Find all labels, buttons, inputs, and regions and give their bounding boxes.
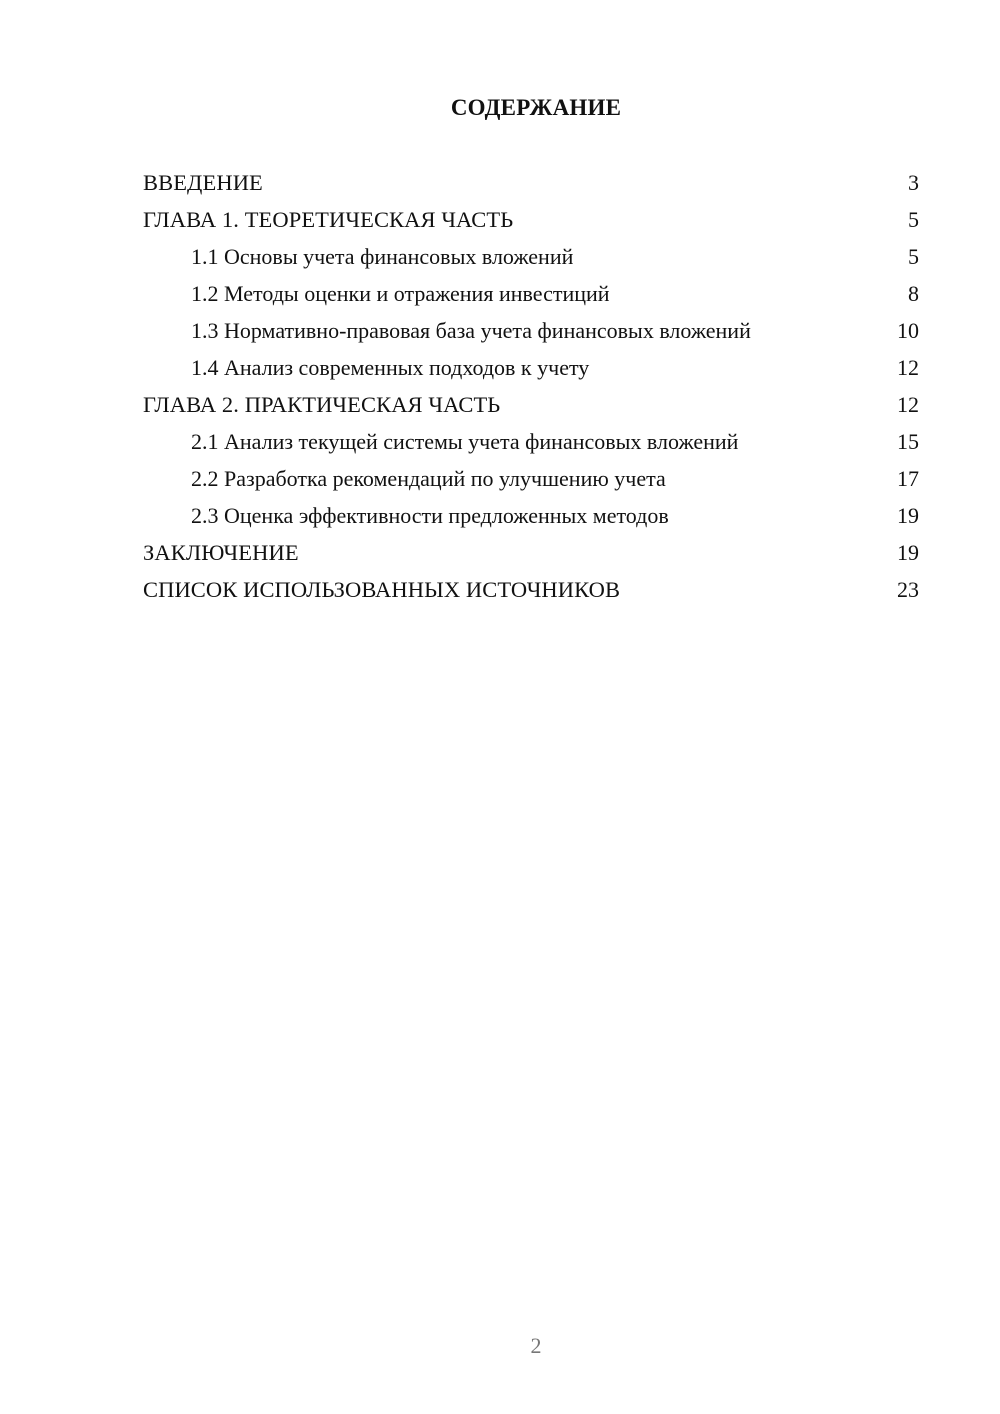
toc-entry-page: 12 [897, 355, 919, 380]
toc-entry-label: 1.3 Нормативно-правовая база учета финансовых вложений [191, 318, 751, 343]
toc-entry-section-2-2[interactable] [143, 465, 919, 492]
toc-entry-chapter-1[interactable] [143, 206, 919, 233]
toc-entry-page: 15 [897, 429, 919, 454]
toc-entry-conclusion[interactable] [143, 539, 919, 566]
toc-entry-section-1-3[interactable] [143, 317, 919, 344]
toc-entry-label: СПИСОК ИСПОЛЬЗОВАННЫХ ИСТОЧНИКОВ [143, 577, 621, 602]
toc-entry-section-1-2[interactable] [143, 280, 919, 307]
toc-entry-section-2-3[interactable] [143, 502, 919, 529]
toc-entry-section-1-1[interactable] [143, 243, 919, 270]
toc-entry-page: 12 [897, 392, 919, 417]
toc-entry-page: 19 [897, 540, 919, 565]
toc-entry-section-1-4[interactable] [143, 354, 919, 381]
table-of-contents [143, 169, 919, 613]
toc-entry-label: 2.3 Оценка эффективности предложенных методов [191, 503, 669, 528]
toc-entry-chapter-2[interactable] [143, 391, 919, 418]
toc-entry-label: 2.2 Разработка рекомендаций по улучшению учета [191, 466, 666, 491]
toc-entry-page: 10 [897, 318, 919, 343]
toc-entry-page: 5 [908, 207, 919, 232]
toc-entry-label: ВВЕДЕНИЕ [143, 170, 263, 195]
toc-entry-label: ЗАКЛЮЧЕНИЕ [143, 540, 299, 565]
toc-entry-label: ГЛАВА 2. ПРАКТИЧЕСКАЯ ЧАСТЬ [143, 392, 501, 417]
toc-entry-label: 1.1 Основы учета финансовых вложений [191, 244, 574, 269]
toc-entry-page: 8 [908, 281, 919, 306]
toc-entry-page: 3 [908, 170, 919, 195]
toc-entry-label: 1.4 Анализ современных подходов к учету [191, 355, 590, 380]
toc-entry-section-2-1[interactable] [143, 428, 919, 455]
toc-entry-page: 19 [897, 503, 919, 528]
toc-entry-introduction[interactable] [143, 169, 919, 196]
toc-entry-references[interactable] [143, 576, 919, 603]
toc-entry-label: 1.2 Методы оценки и отражения инвестиций [191, 281, 610, 306]
toc-entry-page: 17 [897, 466, 919, 491]
toc-entry-page: 5 [908, 244, 919, 269]
page-title: СОДЕРЖАНИЕ [450, 95, 622, 120]
toc-entry-page: 23 [897, 577, 919, 602]
toc-entry-label: 2.1 Анализ текущей системы учета финансовых вложений [191, 429, 739, 454]
toc-entry-label: ГЛАВА 1. ТЕОРЕТИЧЕСКАЯ ЧАСТЬ [143, 207, 514, 232]
page-number: 2 [530, 1333, 542, 1358]
